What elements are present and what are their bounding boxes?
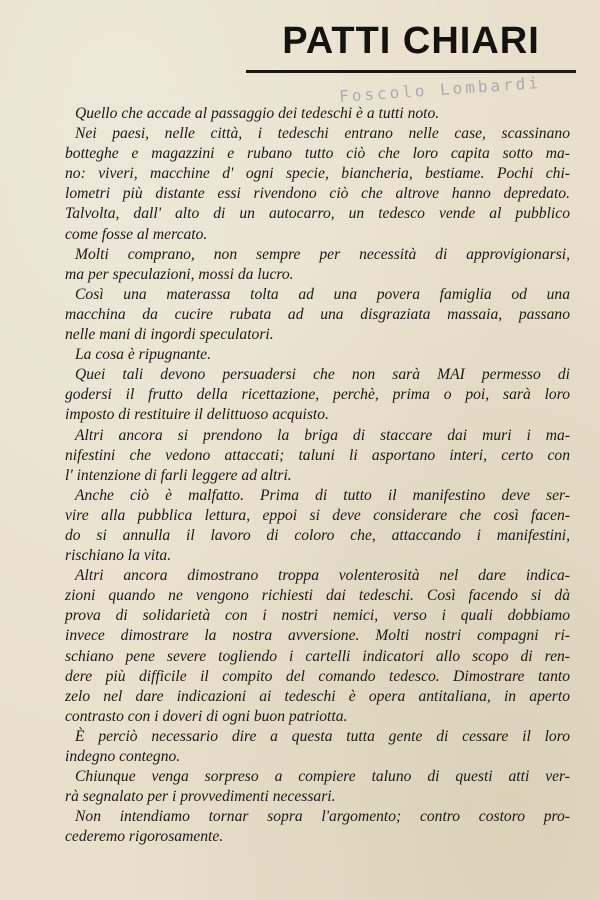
text-line: Non intendiamo tornar sopra l'argomento; contro costoro pro-	[75, 808, 570, 826]
text-line: invece dimostrare la nostra avversione. Molti nostri compagni ri-	[65, 627, 570, 645]
text-line: Molti comprano, non sempre per necessità di approvigionarsi,	[75, 245, 570, 263]
text-line: Chiunque venga sorpreso a compiere taluno di questi atti ver-	[75, 768, 570, 786]
text-line: Talvolta, dall' alto di un autocarro, un tedesco vende al pubblico	[65, 205, 570, 223]
text-line: rà segnalato per i provvedimenti necessari.	[65, 788, 336, 806]
text-line: Altri ancora si prendono la briga di staccare dai muri i ma-	[75, 426, 570, 444]
text-line: come fosse al mercato.	[65, 225, 208, 243]
text-line: prova di solidarietà con i nostri nemici, verso i quali dobbiamo	[65, 607, 570, 625]
text-line: zelo nel dare indicazioni ai tedeschi è opera antitaliana, in aperto	[65, 687, 570, 705]
text-line: ma per speculazioni, mossi da lucro.	[65, 265, 294, 283]
text-line: Quei tali devono persuadersi che non sarà MAI permesso di	[75, 366, 570, 384]
text-line: macchina da cucire rubata ad una disgraziata massaia, passano	[65, 305, 570, 323]
text-line: Anche ciò è malfatto. Prima di tutto il manifestino deve ser-	[75, 486, 570, 504]
text-line: nifestini che vedono attaccati; taluni li asportano interi, certo con	[65, 446, 570, 464]
text-line: vire alla pubblica lettura, eppoi si deve considerare che così facen-	[65, 506, 570, 524]
text-line: zioni quando ne vengono richiesti dai tedeschi. Così facendo si dà	[65, 587, 570, 605]
text-line: do si annulla il lavoro di coloro che, attaccando i manifestini,	[65, 526, 570, 544]
text-line: Nei paesi, nelle città, i tedeschi entrano nelle case, scassinano	[75, 125, 570, 143]
text-line: cederemo rigorosamente.	[65, 828, 224, 846]
text-line: nelle mani di ingordi speculatori.	[65, 326, 274, 344]
text-line: lometri più distante essi rivendono ciò che altrove hanno depredato.	[65, 185, 570, 203]
document-title: PATTI CHIARI	[282, 20, 540, 62]
text-line: La cosa è ripugnante.	[75, 346, 212, 364]
text-line: botteghe e magazzini e rubano tutto ciò che loro capita sotto ma-	[65, 145, 570, 163]
title-underline	[246, 70, 576, 73]
text-line: contrasto con i doveri di ogni buon patriotta.	[65, 707, 348, 725]
text-line: È perciò necessario dire a questa tutta gente di cessare il loro	[75, 727, 570, 745]
faded-stamp: Foscolo Lombardi	[338, 72, 542, 107]
text-line: Così una materassa tolta ad una povera famiglia od una	[75, 285, 570, 303]
text-line: imposto di restituire il delittuoso acquisto.	[65, 406, 329, 424]
text-line: indegno contegno.	[65, 748, 181, 765]
text-line: no: viveri, macchine d' ogni specie, biancheria, bestiame. Pochi chi-	[65, 165, 570, 183]
text-line: Altri ancora dimostrano troppa volenterosità nel dare indica-	[75, 567, 570, 585]
text-line: rischiano la vita.	[65, 547, 172, 565]
text-line: dere più difficile il compito del comando tedesco. Dimostrare tanto	[65, 667, 570, 685]
text-line: Quello che accade al passaggio dei tedeschi è a tutti noto.	[75, 105, 440, 122]
text-line: l' intenzione di farli leggere ad altri.	[65, 466, 292, 484]
text-line: schiano pene severe togliendo i cartelli indicatori allo scopo di ren-	[65, 647, 570, 665]
document-body	[65, 104, 570, 847]
text-line: godersi il frutto della ricettazione, perchè, prima o poi, sarà loro	[65, 386, 570, 404]
